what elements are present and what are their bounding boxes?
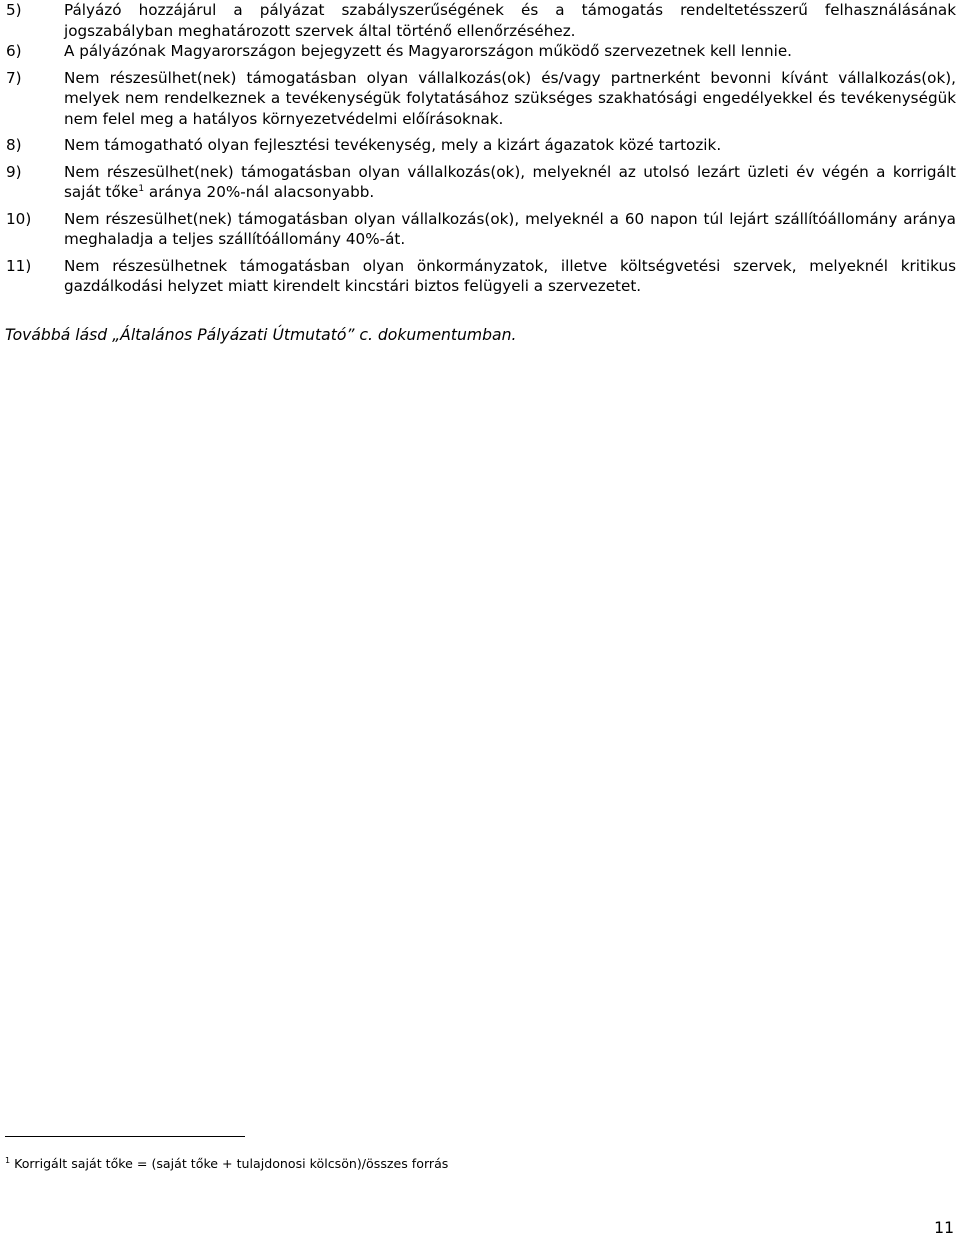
footnote-marker: 1 [5,1155,11,1165]
list-item [6,162,956,203]
footnote-text: Korrigált saját tőke = (saját tőke + tulajdonosi kölcsön)/összes forrás [10,1156,449,1171]
list-item-text: Nem részesülhet(nek) támogatásban olyan vállalkozás(ok), melyeknél a 60 napon túl lejárt szállítóállomány aránya meghaladja a teljes szállítóállomány 40%-át. [64,209,956,248]
list-item [6,0,956,41]
page-number: 11 [934,1219,954,1237]
list-item-text: Pályázó hozzájárul a pályázat szabályszerűségének és a támogatás rendeltetésszerű felhasználásának jogszabályban meghatározott szervek által történő ellenőrzéséhez. [64,1,956,40]
list-item [6,41,956,62]
list-item [6,135,956,156]
list-item-number: 9) [6,162,22,181]
footnote-separator [5,1136,245,1137]
list-item-number: 7) [6,68,22,87]
list-item-number: 8) [6,136,22,154]
list-item [6,68,956,130]
eligibility-conditions-list [6,0,956,303]
list-item-text: Nem részesülhet(nek) támogatásban olyan vállalkozás(ok), melyeknél az utolsó lezárt üzleti év végén a korrigált saját tőke [64,162,956,201]
footnote [5,1156,448,1171]
list-item-number: 6) [6,42,22,60]
list-item [6,256,956,297]
list-item-number: 11) [6,256,32,275]
list-item-text: Nem részesülhet(nek) támogatásban olyan vállalkozás(ok) és/vagy partnerként bevonni kívánt vállalkozás(ok), melyek nem rendelkeznek a tevékenységük folytatásához szükséges szakhatósági engedélyekkel és tevékenységük nem felel meg a hatályos környezetvédelmi előírásoknak. [64,68,956,128]
list-item [6,209,956,250]
list-item-number: 5) [6,1,22,19]
further-reference-note: Továbbá lásd „Általános Pályázati Útmutató” c. dokumentumban. [5,326,517,344]
list-item-text: Nem támogatható olyan fejlesztési tevékenység, mely a kizárt ágazatok közé tartozik. [64,136,722,154]
list-item-text-continued: aránya 20%-nál alacsonyabb. [144,183,375,201]
list-item-text: Nem részesülhetnek támogatásban olyan önkormányzatok, illetve költségvetési szervek, melyeknél kritikus gazdálkodási helyzet miatt kirendelt kincstári biztos felügyeli a szervezetet. [64,256,956,295]
list-item-text: A pályázónak Magyarországon bejegyzett és Magyarországon működő szervezetnek kell lennie. [64,42,793,60]
list-item-number: 10) [6,209,32,228]
footnote-reference[interactable]: 1 [138,183,145,194]
